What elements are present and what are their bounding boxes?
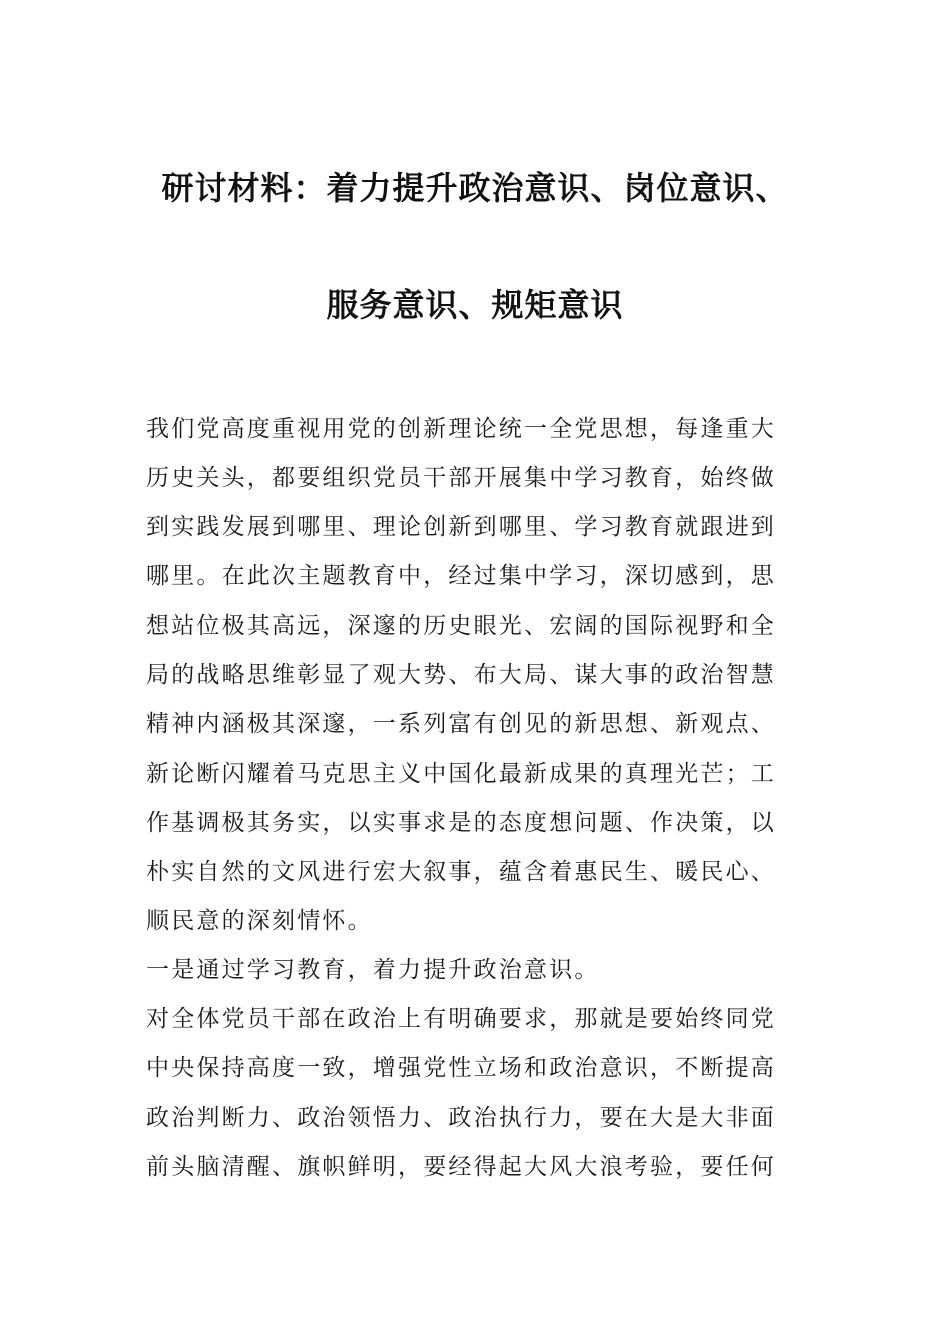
body-line: 新论断闪耀着马克思主义中国化最新成果的真理光芒；工: [146, 761, 776, 787]
section-heading: 一是通过学习教育，着力提升政治意识。: [146, 957, 600, 983]
document-title-line-1: 研讨材料：着力提升政治意识、岗位意识、: [161, 169, 789, 207]
document-title-line-2: 服务意识、规矩意识: [326, 286, 624, 324]
body-line: 作基调极其务实，以实事求是的态度想问题、作决策，以: [146, 810, 776, 836]
body-line: 中央保持高度一致，增强党性立场和政治意识，不断提高: [146, 1055, 776, 1081]
body-line: 精神内涵极其深邃，一系列富有创见的新思想、新观点、: [146, 711, 776, 737]
body-line: 对全体党员干部在政治上有明确要求，那就是要始终同党: [146, 1006, 776, 1032]
body-line: 政治判断力、政治领悟力、政治执行力，要在大是大非面: [146, 1105, 776, 1131]
body-line: 我们党高度重视用党的创新理论统一全党思想，每逢重大: [146, 416, 776, 442]
body-line: 到实践发展到哪里、理论创新到哪里、学习教育就跟进到: [146, 514, 776, 540]
body-line: 哪里。在此次主题教育中，经过集中学习，深切感到，思: [146, 563, 776, 589]
body-line: 前头脑清醒、旗帜鲜明，要经得起大风大浪考验，要任何: [146, 1154, 776, 1180]
body-line: 历史关头，都要组织党员干部开展集中学习教育，始终做: [146, 465, 776, 491]
body-line: 想站位极其高远，深邃的历史眼光、宏阔的国际视野和全: [146, 613, 776, 639]
body-line: 朴实自然的文风进行宏大叙事，蕴含着惠民生、暖民心、: [146, 859, 776, 885]
body-line: 局的战略思维彰显了观大势、布大局、谋大事的政治智慧: [146, 662, 776, 688]
body-line: 顺民意的深刻情怀。: [146, 908, 373, 934]
